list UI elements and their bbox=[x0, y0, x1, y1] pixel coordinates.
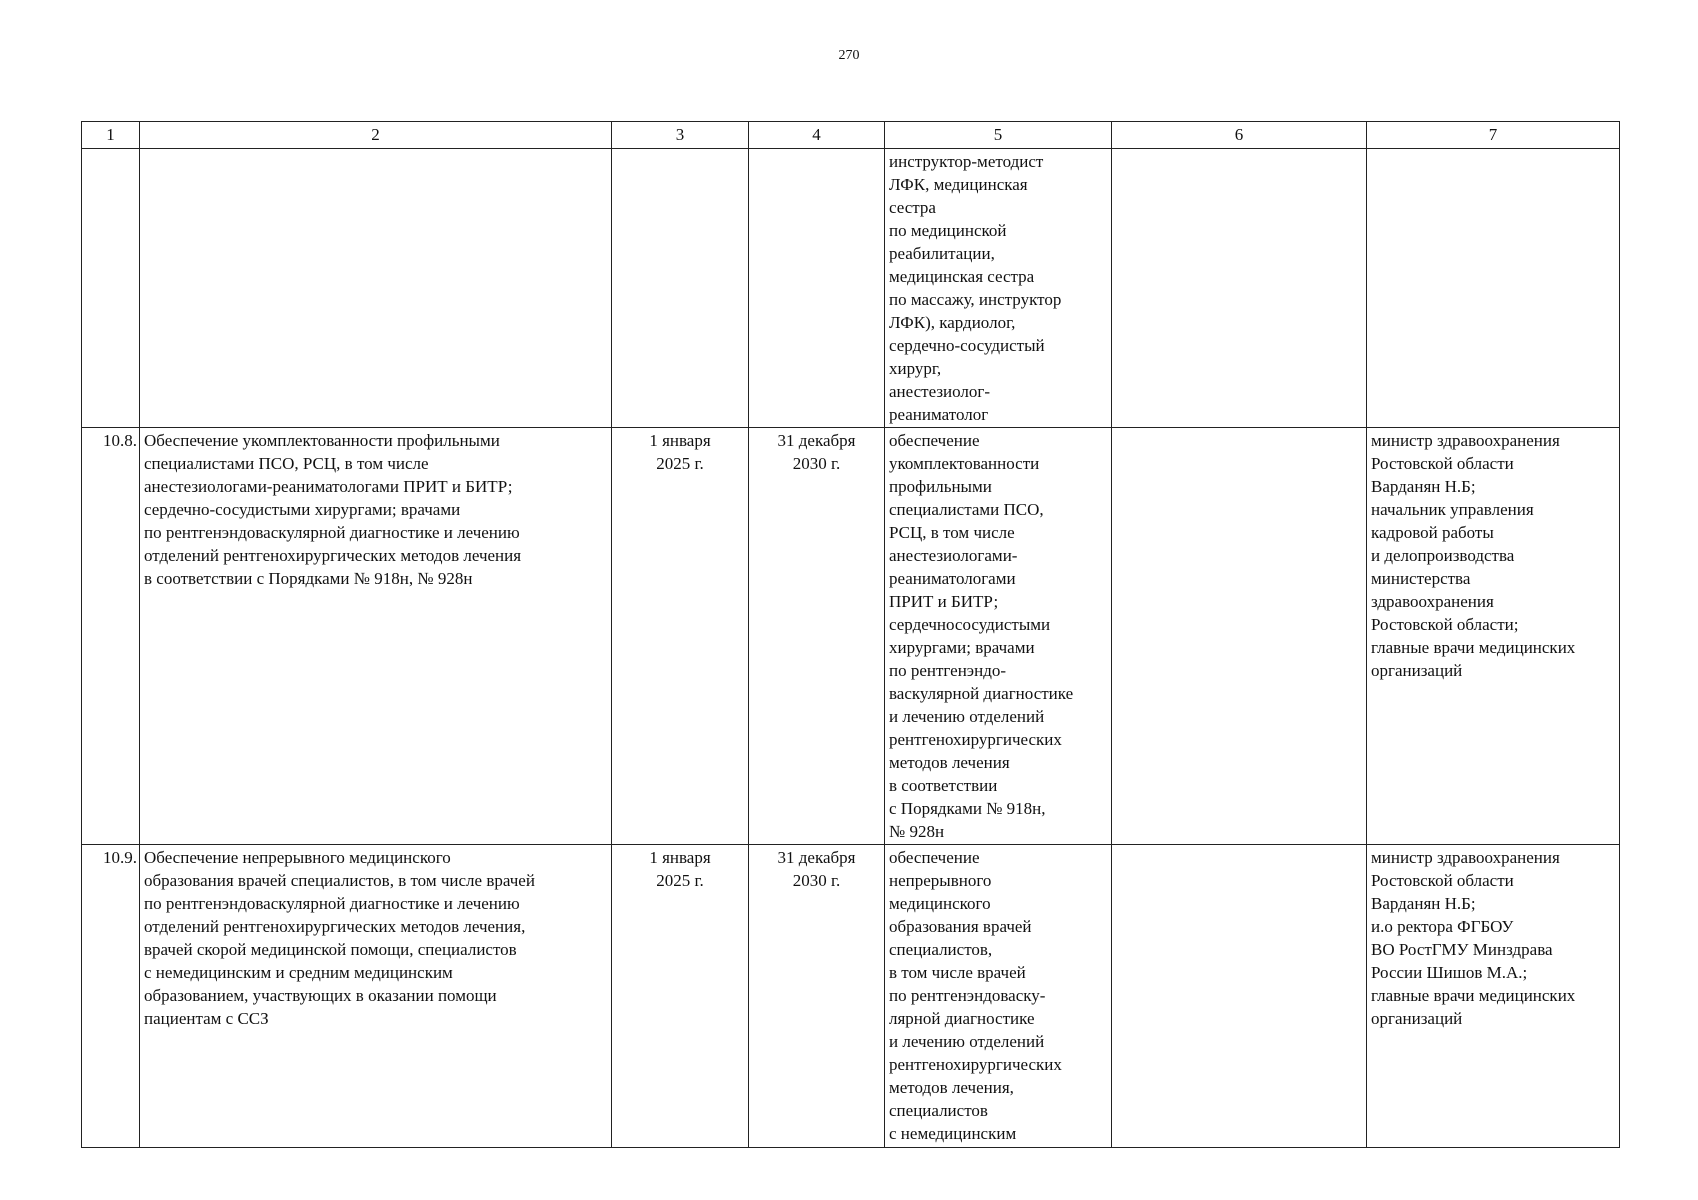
table-row bbox=[82, 845, 1620, 1148]
column-6-cell bbox=[1112, 845, 1367, 1148]
row-number-cell: 10.9. bbox=[82, 845, 140, 1148]
cell-line: ВО РостГМУ Минздрава bbox=[1371, 940, 1553, 959]
cell-line: 1 января bbox=[649, 431, 711, 450]
cell-line: методов лечения, bbox=[889, 1078, 1014, 1097]
measure-cell bbox=[140, 149, 612, 428]
cell-line: с немедицинским bbox=[889, 1124, 1017, 1143]
cell-line: ЛФК), кардиолог, bbox=[889, 313, 1016, 332]
measure-cell bbox=[140, 845, 612, 1148]
cell-line: министерства bbox=[1371, 569, 1471, 588]
cell-line: Варданян Н.Б; bbox=[1371, 477, 1476, 496]
cell-line: 2030 г. bbox=[792, 454, 841, 473]
cell-line: анестезиолог- bbox=[889, 382, 991, 401]
table-header-row bbox=[82, 122, 1620, 149]
cell-line: 31 декабря bbox=[777, 431, 856, 450]
cell-line: главные врачи медицинских bbox=[1371, 638, 1576, 657]
cell-line: с немедицинским и средним медицинским bbox=[144, 963, 453, 982]
column-header-5: 5 bbox=[885, 122, 1112, 149]
result-cell bbox=[885, 845, 1112, 1148]
cell-line: реаниматологами bbox=[889, 569, 1016, 588]
cell-line: медицинского bbox=[889, 894, 991, 913]
cell-line: и лечению отделений bbox=[889, 707, 1045, 726]
cell-line: ЛФК, медицинская bbox=[889, 175, 1028, 194]
cell-line: и.о ректора ФГБОУ bbox=[1371, 917, 1514, 936]
result-cell bbox=[885, 428, 1112, 845]
cell-line: хирургами; врачами bbox=[889, 638, 1035, 657]
cell-line: в том числе врачей bbox=[889, 963, 1026, 982]
cell-line: кадровой работы bbox=[1371, 523, 1494, 542]
cell-line: васкулярной диагностике bbox=[889, 684, 1074, 703]
result-cell bbox=[885, 149, 1112, 428]
cell-line: Обеспечение укомплектованности профильными bbox=[144, 431, 500, 450]
cell-line: специалистов, bbox=[889, 940, 993, 959]
cell-line: сестра bbox=[889, 198, 936, 217]
cell-line: 2030 г. bbox=[792, 871, 841, 890]
cell-line: образования врачей bbox=[889, 917, 1032, 936]
table-row bbox=[82, 428, 1620, 845]
cell-line: отделений рентгенохирургических методов лечения, bbox=[144, 917, 526, 936]
cell-line: реабилитации, bbox=[889, 244, 995, 263]
row-number-cell: 10.8. bbox=[82, 428, 140, 845]
cell-line: врачей скорой медицинской помощи, специалистов bbox=[144, 940, 517, 959]
cell-line: обеспечение bbox=[889, 431, 980, 450]
cell-line: рентгенохирургических bbox=[889, 1055, 1062, 1074]
cell-line: организаций bbox=[1371, 1009, 1463, 1028]
action-plan-table bbox=[81, 121, 1620, 1148]
cell-line: Ростовской области bbox=[1371, 454, 1514, 473]
cell-line: министр здравоохранения bbox=[1371, 848, 1560, 867]
cell-line: России Шишов М.А.; bbox=[1371, 963, 1528, 982]
cell-line: начальник управления bbox=[1371, 500, 1534, 519]
cell-line: Ростовской области; bbox=[1371, 615, 1519, 634]
cell-line: 31 декабря bbox=[777, 848, 856, 867]
responsible-cell bbox=[1367, 428, 1620, 845]
column-header-7: 7 bbox=[1367, 122, 1620, 149]
column-header-2: 2 bbox=[140, 122, 612, 149]
cell-line: специалистами ПСО, РСЦ, в том числе bbox=[144, 454, 429, 473]
start-date-cell bbox=[612, 428, 749, 845]
cell-line: 2025 г. bbox=[656, 454, 704, 473]
cell-line: главные врачи медицинских bbox=[1371, 986, 1576, 1005]
cell-line: Ростовской области bbox=[1371, 871, 1514, 890]
cell-line: по рентгенэндо- bbox=[889, 661, 1007, 680]
cell-line: по рентгенэндоваску- bbox=[889, 986, 1046, 1005]
cell-line: организаций bbox=[1371, 661, 1463, 680]
cell-line: укомплектованности bbox=[889, 454, 1040, 473]
responsible-cell bbox=[1367, 845, 1620, 1148]
cell-line: анестезиологами-реаниматологами ПРИТ и БИТР; bbox=[144, 477, 513, 496]
cell-line: рентгенохирургических bbox=[889, 730, 1062, 749]
cell-line: в соответствии с Порядками № 918н, № 928н bbox=[144, 569, 473, 588]
cell-line: здравоохранения bbox=[1371, 592, 1494, 611]
cell-line: и лечению отделений bbox=[889, 1032, 1045, 1051]
cell-line: по массажу, инструктор bbox=[889, 290, 1062, 309]
cell-line: специалистами ПСО, bbox=[889, 500, 1044, 519]
cell-line: сердечнососудистыми bbox=[889, 615, 1051, 634]
start-date-cell bbox=[612, 149, 749, 428]
cell-line: пациентам с ССЗ bbox=[144, 1009, 269, 1028]
end-date-cell bbox=[749, 428, 885, 845]
cell-line: лярной диагностике bbox=[889, 1009, 1035, 1028]
cell-line: непрерывного bbox=[889, 871, 992, 890]
cell-line: по рентгенэндоваскулярной диагностике и лечению bbox=[144, 523, 520, 542]
cell-line: сердечно-сосудистый bbox=[889, 336, 1045, 355]
end-date-cell bbox=[749, 845, 885, 1148]
cell-line: в соответствии bbox=[889, 776, 998, 795]
cell-line: анестезиологами- bbox=[889, 546, 1018, 565]
cell-line: 1 января bbox=[649, 848, 711, 867]
column-header-6: 6 bbox=[1112, 122, 1367, 149]
cell-line: медицинская сестра bbox=[889, 267, 1035, 286]
column-6-cell bbox=[1112, 428, 1367, 845]
cell-line: и делопроизводства bbox=[1371, 546, 1515, 565]
cell-line: специалистов bbox=[889, 1101, 988, 1120]
cell-line: 2025 г. bbox=[656, 871, 704, 890]
cell-line: по медицинской bbox=[889, 221, 1007, 240]
row-number-cell bbox=[82, 149, 140, 428]
column-header-3: 3 bbox=[612, 122, 749, 149]
cell-line: Варданян Н.Б; bbox=[1371, 894, 1476, 913]
cell-line: министр здравоохранения bbox=[1371, 431, 1560, 450]
start-date-cell bbox=[612, 845, 749, 1148]
cell-line: методов лечения bbox=[889, 753, 1010, 772]
cell-line: с Порядками № 918н, bbox=[889, 799, 1046, 818]
cell-line: инструктор-методист bbox=[889, 152, 1044, 171]
cell-line: № 928н bbox=[889, 822, 945, 841]
cell-line: по рентгенэндоваскулярной диагностике и лечению bbox=[144, 894, 520, 913]
cell-line: образованием, участвующих в оказании помощи bbox=[144, 986, 497, 1005]
table-row bbox=[82, 149, 1620, 428]
column-header-4: 4 bbox=[749, 122, 885, 149]
column-6-cell bbox=[1112, 149, 1367, 428]
page-number: 270 bbox=[838, 48, 860, 63]
responsible-cell bbox=[1367, 149, 1620, 428]
cell-line: реаниматолог bbox=[889, 405, 989, 424]
cell-line: РСЦ, в том числе bbox=[889, 523, 1015, 542]
cell-line: профильными bbox=[889, 477, 992, 496]
cell-line: сердечно-сосудистыми хирургами; врачами bbox=[144, 500, 461, 519]
measure-cell bbox=[140, 428, 612, 845]
end-date-cell bbox=[749, 149, 885, 428]
cell-line: хирург, bbox=[889, 359, 942, 378]
cell-line: ПРИТ и БИТР; bbox=[889, 592, 999, 611]
cell-line: образования врачей специалистов, в том числе врачей bbox=[144, 871, 535, 890]
cell-line: обеспечение bbox=[889, 848, 980, 867]
cell-line: Обеспечение непрерывного медицинского bbox=[144, 848, 451, 867]
column-header-1: 1 bbox=[82, 122, 140, 149]
cell-line: отделений рентгенохирургических методов лечения bbox=[144, 546, 522, 565]
